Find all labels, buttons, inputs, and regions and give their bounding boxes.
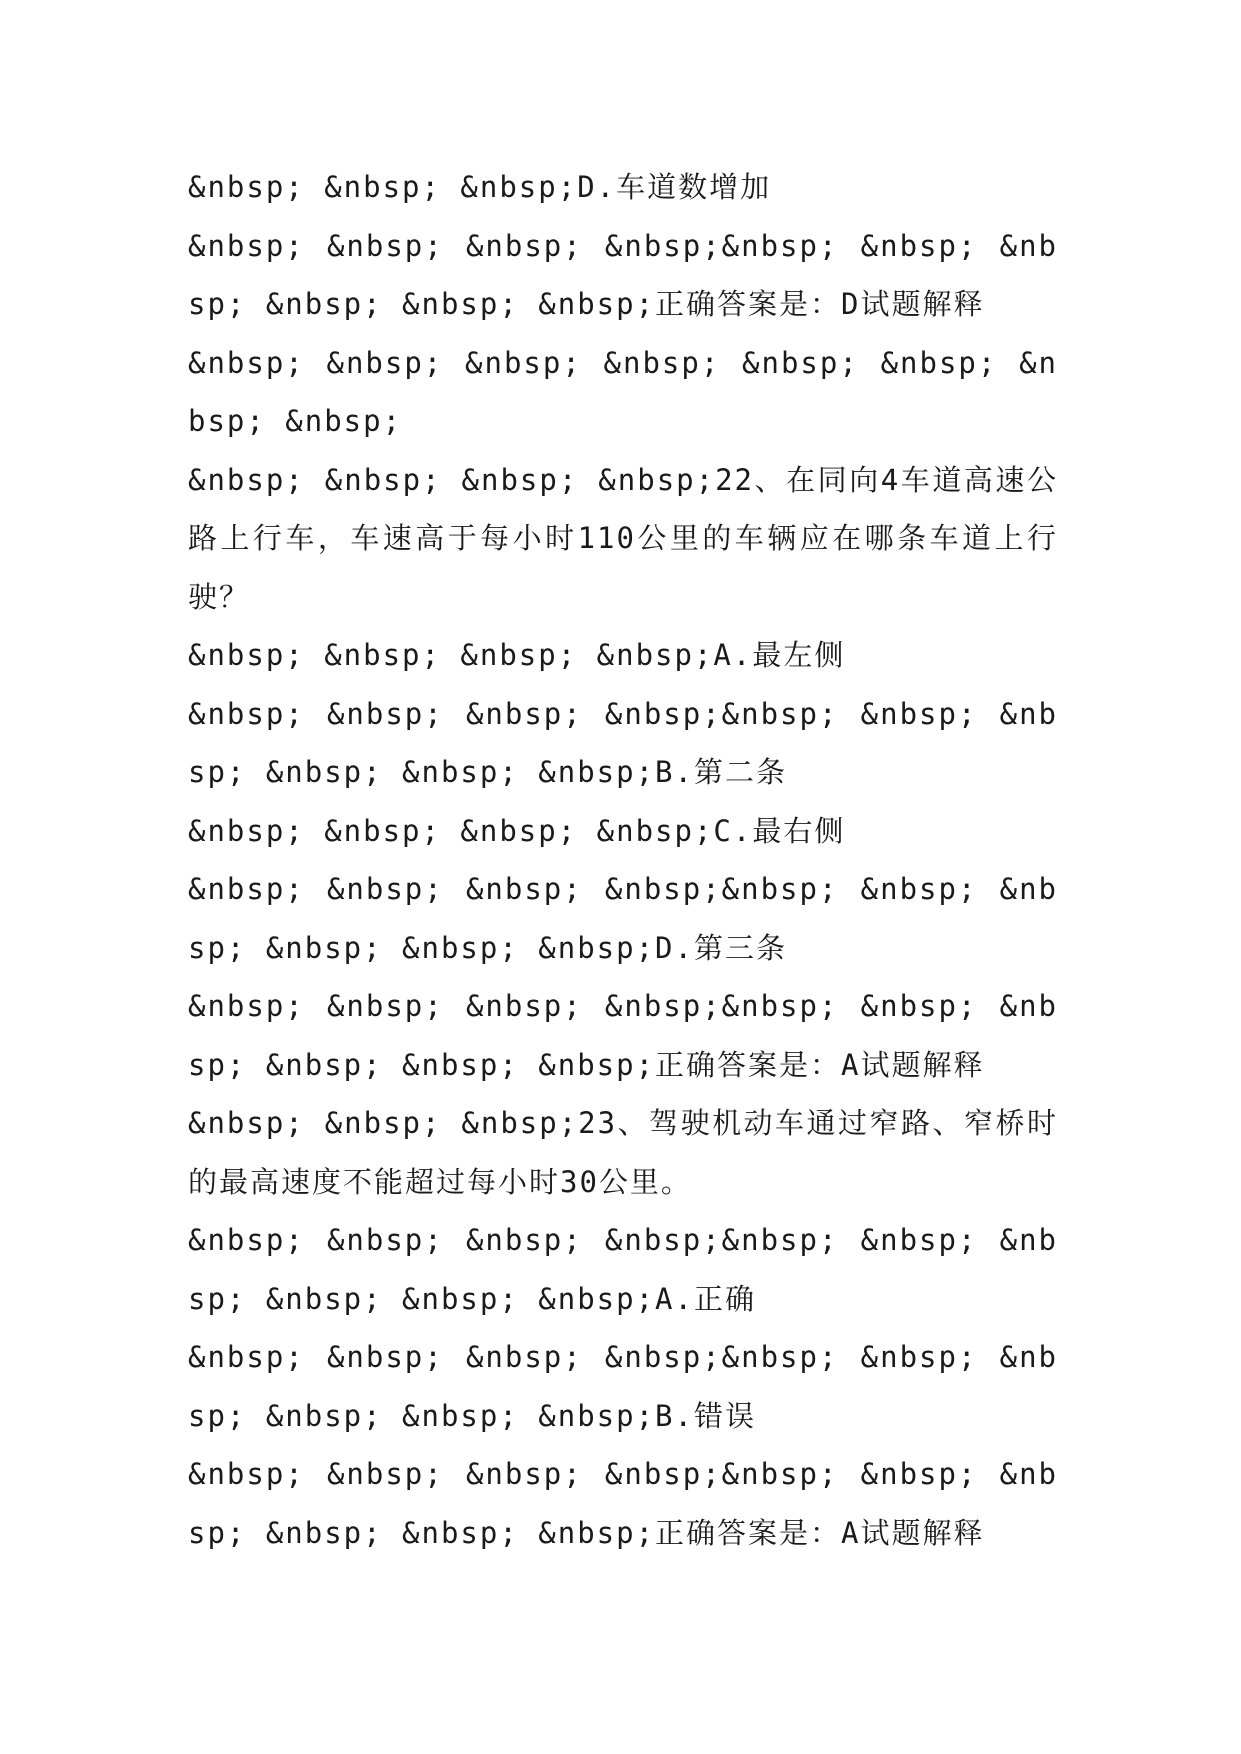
option-d-lanes-increase: &nbsp; &nbsp; &nbsp;D.车道数增加 [188,170,772,204]
question-22: &nbsp; &nbsp; &nbsp; &nbsp;22、在同向4车道高速公路上行车，车速高于每小时110公里的车辆应在哪条车道上行驶？ [188,462,1058,614]
blank-entity-line: &nbsp; &nbsp; &nbsp; &nbsp; &nbsp; &nbsp; &nbsp; &nbsp; [188,345,1058,438]
answer-line-q21: &nbsp; &nbsp; &nbsp; &nbsp;&nbsp; &nbsp; &nbsp; &nbsp; &nbsp; &nbsp;正确答案是：D试题解释 [188,228,1058,321]
question-23: &nbsp; &nbsp; &nbsp;23、驾驶机动车通过窄路、窄桥时的最高速度不能超过每小时30公里。 [188,1106,1058,1199]
answer-line-q22: &nbsp; &nbsp; &nbsp; &nbsp;&nbsp; &nbsp; &nbsp; &nbsp; &nbsp; &nbsp;正确答案是：A试题解释 [188,989,1058,1082]
answer-line-q23: &nbsp; &nbsp; &nbsp; &nbsp;&nbsp; &nbsp; &nbsp; &nbsp; &nbsp; &nbsp;正确答案是：A试题解释 [188,1457,1058,1550]
option-c-rightmost: &nbsp; &nbsp; &nbsp; &nbsp;C.最右侧 [188,813,846,848]
option-a-leftmost: &nbsp; &nbsp; &nbsp; &nbsp;A.最左侧 [188,638,846,672]
option-a-correct: &nbsp; &nbsp; &nbsp; &nbsp;&nbsp; &nbsp; &nbsp; &nbsp; &nbsp; &nbsp;A.正确 [188,1223,1058,1316]
option-d-third: &nbsp; &nbsp; &nbsp; &nbsp;&nbsp; &nbsp; &nbsp; &nbsp; &nbsp; &nbsp;D.第三条 [188,872,1058,965]
document-body [188,158,1058,1562]
option-b-wrong: &nbsp; &nbsp; &nbsp; &nbsp;&nbsp; &nbsp; &nbsp; &nbsp; &nbsp; &nbsp;B.错误 [188,1340,1058,1433]
option-b-second: &nbsp; &nbsp; &nbsp; &nbsp;&nbsp; &nbsp; &nbsp; &nbsp; &nbsp; &nbsp;B.第二条 [188,696,1058,789]
